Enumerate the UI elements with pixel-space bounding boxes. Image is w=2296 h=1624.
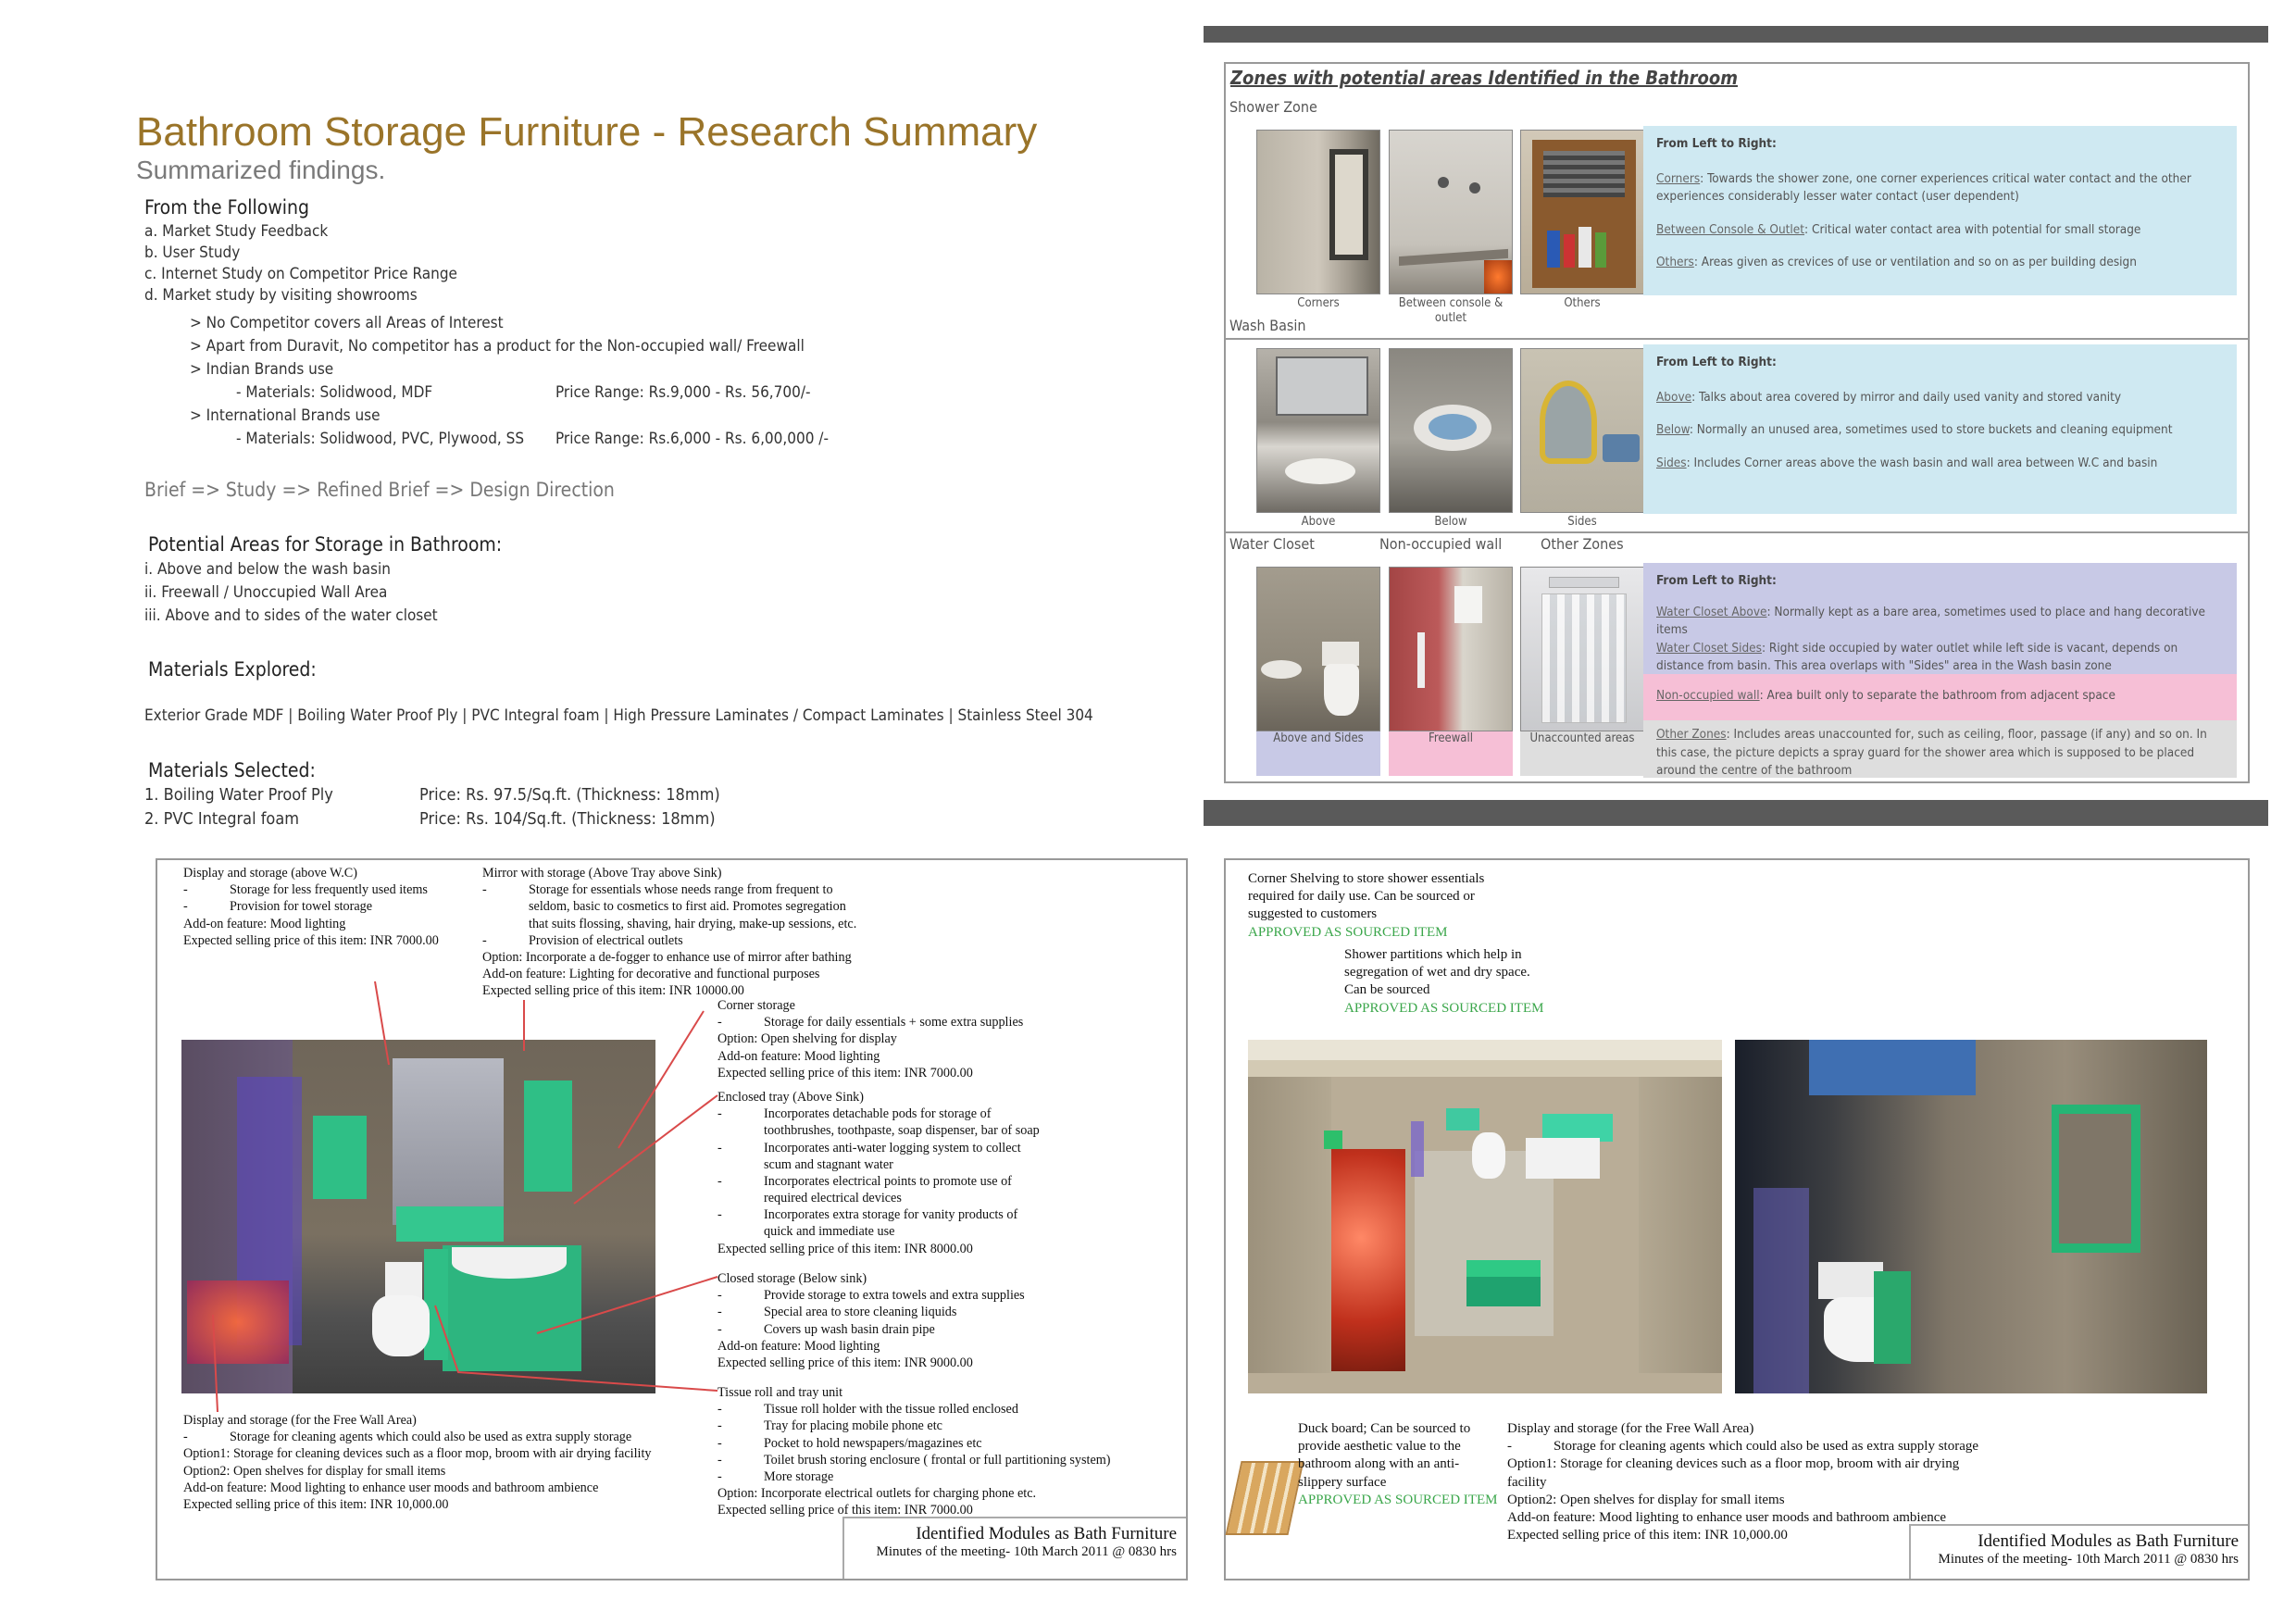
module-feature: - Incorporates detachable pods for storage of: [718, 1106, 1040, 1122]
module-feature: - Provide storage to extra towels and extra supplies: [718, 1287, 1025, 1304]
note-item: [1656, 421, 2224, 440]
zone-label-wall: Non-occupied wall: [1379, 535, 1503, 553]
potential-item: i. Above and below the wash basin: [144, 560, 391, 579]
module-feature: - More storage: [718, 1468, 1111, 1485]
note-term: Other Zones: [1656, 727, 1727, 742]
materials-explored-heading: Materials Explored:: [148, 658, 317, 681]
approved-badge: APPROVED AS SOURCED ITEM: [1344, 1000, 1544, 1016]
module-feature: - Storage for daily essentials + some extra supplies: [718, 1014, 1023, 1031]
photo-closet-other: [1520, 567, 1644, 731]
module-feature-cont: quick and immediate use: [764, 1224, 895, 1240]
note-term: Below: [1656, 422, 1690, 438]
note-text: : Areas given as crevices of use or ventilation and so on as per building design: [1693, 255, 2137, 270]
note-text: : Includes Corner areas above the wash basin and wall area between W.C and basin: [1686, 455, 2158, 470]
module-feature: - Storage for cleaning agents which could also be used as extra supply storage: [183, 1429, 652, 1445]
zone-label-other: Other Zones: [1541, 535, 1624, 553]
module-title: Mirror with storage (Above Tray above Sink): [482, 866, 722, 881]
page-subtitle: Summarized findings.: [136, 156, 386, 184]
module-addon: Add-on feature: Mood lighting: [718, 1338, 880, 1354]
finding-price: Price Range: Rs.9,000 - Rs. 56,700/-: [555, 383, 811, 402]
zone-label-wash: Wash Basin: [1229, 317, 1306, 334]
source-item: c. Internet Study on Competitor Price Range: [144, 265, 457, 283]
wall-notes: [1643, 674, 2237, 720]
module-title: Display and storage (above W.C): [183, 866, 357, 881]
finding-materials: - Materials: Solidwood, PVC, Plywood, SS: [236, 430, 525, 448]
module-price: Expected selling price of this item: INR 10000.00: [482, 983, 744, 999]
meeting-footer-right: [1909, 1524, 2248, 1579]
note-term: Above: [1656, 389, 1692, 405]
caption-shower: Corners: [1297, 296, 1340, 310]
closet-notes: [1643, 563, 2237, 674]
annotation-line: segregation of wet and dry space.: [1344, 965, 1530, 981]
finding-item: > Indian Brands use: [190, 360, 334, 379]
note-item: [1656, 726, 2224, 781]
notes-heading: From Left to Right:: [1656, 136, 1777, 151]
potential-item: ii. Freewall / Unoccupied Wall Area: [144, 583, 388, 602]
module-title: Closed storage (Below sink): [718, 1271, 867, 1286]
note-item: [1656, 455, 2224, 473]
module-feature-cont: seldom, basic to cosmetics to first aid. Promotes segregation: [529, 899, 846, 915]
note-term: Corners: [1656, 170, 1701, 186]
note-item: [1656, 640, 2224, 676]
note-term: Between Console & Outlet: [1656, 221, 1805, 237]
module-feature: - Incorporates extra storage for vanity products of: [718, 1206, 1040, 1223]
note-term: Non-occupied wall: [1656, 688, 1760, 703]
annotation-line: Can be sourced: [1344, 982, 1430, 998]
source-item: d. Market study by visiting showrooms: [144, 286, 418, 305]
module-corner-storage: [718, 997, 1023, 1081]
module-mirror-storage: [482, 865, 856, 999]
caption-shower: Others: [1564, 296, 1601, 310]
zone-separator: [1226, 531, 2248, 533]
finding-price: Price Range: Rs.6,000 - Rs. 6,00,000 /-: [555, 430, 829, 448]
note-text: : Talks about area covered by mirror and daily used vanity and stored vanity: [1691, 389, 2122, 405]
module-addon: Add-on feature: Mood lighting to enhance user moods and bathroom ambience: [183, 1480, 599, 1495]
notes-heading: From Left to Right:: [1656, 573, 1777, 588]
note-item: [1656, 389, 2224, 407]
process-flow: Brief => Study => Refined Brief => Design Direction: [144, 479, 615, 501]
module-feature: - Storage for cleaning agents which could also be used as extra supply storage: [1507, 1438, 1978, 1455]
shower-notes: [1643, 126, 2237, 295]
zone-separator: [1226, 338, 2248, 340]
module-option-cont: facility: [1507, 1474, 1547, 1490]
caption-wash: Above: [1301, 515, 1336, 529]
material-price: Price: Rs. 97.5/Sq.ft. (Thickness: 18mm): [419, 785, 720, 805]
note-term: Water Closet Sides: [1656, 640, 1762, 656]
module-option: Option2: Open shelves for display for small items: [1507, 1492, 1785, 1507]
footer-title: Identified Modules as Bath Furniture: [1978, 1531, 2239, 1551]
divider-bar: [1204, 26, 2268, 43]
module-price: Expected selling price of this item: INR 7000.00: [718, 1065, 973, 1081]
note-text: : Area built only to separate the bathroom from adjacent space: [1759, 688, 2115, 703]
module-option: Option: Open shelving for display: [718, 1031, 897, 1047]
module-freewall-storage-right: [1507, 1420, 1978, 1544]
module-feature: - Pocket to hold newspapers/magazines etc: [718, 1435, 1111, 1452]
note-text: : Right side occupied by water outlet while left side is vacant, depends on distance from basin. This area overlaps with "Sides" area in the Wash basin zone: [1656, 640, 2178, 674]
module-price: Expected selling price of this item: INR 9000.00: [718, 1355, 973, 1370]
photo-closet-freewall: [1389, 567, 1513, 731]
module-feature: - Covers up wash basin drain pipe: [718, 1321, 1025, 1338]
note-text: : Includes areas unaccounted for, such as ceiling, floor, passage (if any) and so on. In this case, the picture depicts a spray guard for the shower area which is supposed to be placed around the centre of the bathroom: [1656, 727, 2207, 779]
module-feature: - Provision of electrical outlets: [482, 932, 856, 949]
module-option: Option1: Storage for cleaning devices such as a floor mop, broom with air drying facility: [183, 1446, 652, 1462]
module-feature: - Tissue roll holder with the tissue rolled enclosed: [718, 1401, 1111, 1418]
module-title: Tissue roll and tray unit: [718, 1385, 843, 1400]
annotation-line: Corner Shelving to store shower essentials: [1248, 871, 1485, 886]
note-item: [1656, 254, 2224, 272]
module-feature: - Incorporates electrical points to promote use of: [718, 1173, 1040, 1190]
annotation-line: slippery surface: [1298, 1474, 1387, 1490]
annotation-line: Shower partitions which help in: [1344, 947, 1522, 962]
module-freewall-storage: [183, 1412, 652, 1513]
footer-title: Identified Modules as Bath Furniture: [916, 1524, 1177, 1543]
wash-notes: [1643, 344, 2237, 514]
photo-shower-console: [1389, 130, 1513, 294]
material-name: 1. Boiling Water Proof Ply: [144, 785, 333, 805]
module-title: Display and storage (for the Free Wall Area): [1507, 1421, 1754, 1436]
annotation-duck-board: [1298, 1420, 1497, 1509]
potential-heading: Potential Areas for Storage in Bathroom:: [148, 533, 503, 556]
module-addon: Add-on feature: Mood lighting: [718, 1048, 880, 1064]
materials-explored-list: Exterior Grade MDF | Boiling Water Proof Ply | PVC Integral foam | High Pressure Laminates / Compact Laminates | Stainless Steel 304: [144, 706, 1093, 725]
photo-shower-corners: [1256, 130, 1380, 294]
photo-wash-above: [1256, 348, 1380, 513]
module-price: Expected selling price of this item: INR 7000.00: [718, 1503, 973, 1518]
module-addon: Add-on feature: Mood lighting: [183, 916, 346, 931]
notes-heading: From Left to Right:: [1656, 355, 1777, 369]
module-price: Expected selling price of this item: INR 7000.00: [183, 932, 439, 948]
note-term: Others: [1656, 255, 1694, 270]
source-item: a. Market Study Feedback: [144, 222, 329, 241]
material-price: Price: Rs. 104/Sq.ft. (Thickness: 18mm): [419, 809, 716, 829]
module-title: Corner storage: [718, 998, 795, 1013]
module-title: Display and storage (for the Free Wall Area): [183, 1413, 417, 1428]
module-feature-cont: toothbrushes, toothpaste, soap dispenser, bar of soap: [764, 1123, 1040, 1139]
annotation-corner-shelving: [1248, 870, 1484, 942]
photo-closet-above: [1256, 567, 1380, 731]
module-closed-storage: [718, 1270, 1025, 1371]
source-item: b. User Study: [144, 244, 241, 262]
note-item: [1656, 170, 2224, 206]
module-feature-cont: scum and stagnant water: [764, 1156, 893, 1172]
photo-shower-others: [1520, 130, 1644, 294]
module-feature-cont: that suits flossing, shaving, hair drying, make-up sessions, etc.: [529, 916, 857, 931]
module-enclosed-tray: [718, 1089, 1040, 1257]
note-item: [1656, 221, 2224, 240]
footer-minutes: Minutes of the meeting- 10th March 2011 @ 0830 hrs: [876, 1544, 1177, 1559]
annotation-line: bathroom along with an anti-: [1298, 1456, 1460, 1472]
module-feature: - Tray for placing mobile phone etc: [718, 1418, 1111, 1434]
photo-wash-sides: [1520, 348, 1644, 513]
module-price: Expected selling price of this item: INR 10,000.00: [183, 1496, 449, 1512]
finding-item: > No Competitor covers all Areas of Interest: [190, 314, 504, 332]
caption-wash: Below: [1434, 515, 1467, 529]
sources-heading: From the Following: [144, 196, 310, 219]
finding-materials: - Materials: Solidwood, MDF: [236, 383, 433, 402]
caption-closet: Above and Sides: [1273, 731, 1364, 745]
caption-shower: Between console & outlet: [1398, 296, 1504, 325]
module-option: Option2: Open shelves for display for small items: [183, 1463, 446, 1479]
note-term: Sides: [1656, 455, 1687, 470]
module-feature: - Toilet brush storing enclosure ( frontal or full partitioning system): [718, 1452, 1111, 1468]
module-option: Option1: Storage for cleaning devices such as a floor mop, broom with air drying: [1507, 1456, 1960, 1472]
approved-badge: APPROVED AS SOURCED ITEM: [1248, 924, 1448, 940]
module-title: Enclosed tray (Above Sink): [718, 1090, 864, 1105]
note-term: Water Closet Above: [1656, 604, 1767, 619]
caption-closet: Unaccounted areas: [1529, 731, 1635, 745]
note-text: : Towards the shower zone, one corner experiences critical water contact and the other experiences considerably lesser water contact (user dependent): [1656, 170, 2191, 205]
annotation-shower-partition: [1344, 946, 1543, 1018]
caption-closet: Freewall: [1429, 731, 1473, 745]
finding-item: > Apart from Duravit, No competitor has a product for the Non-occupied wall/ Freewall: [190, 337, 805, 356]
module-feature: - Storage for less frequently used items: [183, 881, 439, 898]
footer-minutes: Minutes of the meeting- 10th March 2011 @ 0830 hrs: [1938, 1552, 2239, 1567]
note-text: : Critical water contact area with potential for small storage: [1804, 221, 2141, 237]
material-name: 2. PVC Integral foam: [144, 809, 300, 829]
module-feature: - Provision for towel storage: [183, 898, 439, 915]
note-text: : Normally an unused area, sometimes used to store buckets and cleaning equipment: [1689, 422, 2173, 438]
module-feature-cont: required electrical devices: [764, 1191, 902, 1206]
annotation-line: Duck board; Can be sourced to: [1298, 1421, 1471, 1436]
note-text: : Normally kept as a bare area, sometimes used to place and hang decorative items: [1656, 604, 2205, 638]
note-item: [1656, 687, 2224, 706]
other-notes: [1643, 720, 2237, 778]
zone-label-closet: Water Closet: [1229, 535, 1315, 553]
finding-item: > International Brands use: [190, 406, 381, 425]
approved-badge: APPROVED AS SOURCED ITEM: [1298, 1492, 1498, 1507]
photo-wash-below: [1389, 348, 1513, 513]
materials-selected-heading: Materials Selected:: [148, 759, 316, 781]
annotation-line: provide aesthetic value to the: [1298, 1439, 1461, 1455]
module-feature: - Incorporates anti-water logging system to collect: [718, 1140, 1040, 1156]
render-bathroom-left: [181, 1040, 655, 1393]
render-perspective: [1735, 1040, 2207, 1393]
zones-title: Zones with potential areas Identified in the Bathroom: [1230, 67, 1738, 89]
page-title: Bathroom Storage Furniture - Research Summary: [136, 109, 1038, 155]
module-price: Expected selling price of this item: INR 8000.00: [718, 1241, 973, 1256]
module-addon: Add-on feature: Lighting for decorative and functional purposes: [482, 967, 820, 982]
caption-wash: Sides: [1567, 515, 1597, 529]
zone-label-shower: Shower Zone: [1229, 98, 1317, 116]
annotation-line: suggested to customers: [1248, 906, 1378, 922]
module-wc-storage: [183, 865, 439, 949]
annotation-line: required for daily use. Can be sourced or: [1248, 889, 1475, 905]
note-item: [1656, 604, 2224, 640]
potential-item: iii. Above and to sides of the water closet: [144, 606, 438, 625]
module-tissue-unit: [718, 1384, 1111, 1518]
render-topview: [1248, 1040, 1722, 1393]
meeting-footer: [842, 1517, 1186, 1579]
module-feature: - Storage for essentials whose needs range from frequent to: [482, 881, 856, 898]
module-price: Expected selling price of this item: INR 10,000.00: [1507, 1528, 1788, 1543]
module-option: Option: Incorporate a de-fogger to enhance use of mirror after bathing: [482, 949, 852, 965]
module-option: Option: Incorporate electrical outlets for charging phone etc.: [718, 1486, 1037, 1502]
module-feature: - Special area to store cleaning liquids: [718, 1304, 1025, 1320]
divider-bar: [1204, 800, 2268, 826]
module-addon: Add-on feature: Mood lighting to enhance user moods and bathroom ambience: [1507, 1509, 1947, 1525]
